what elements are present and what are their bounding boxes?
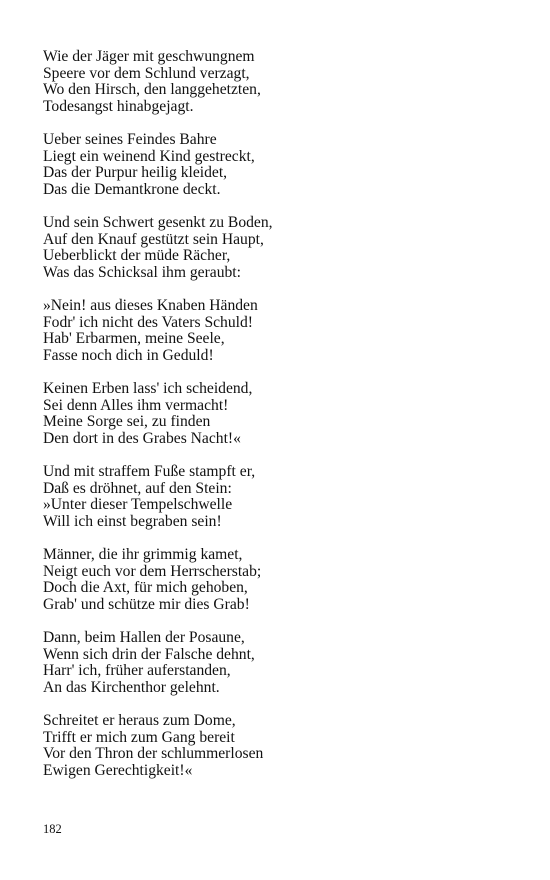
verse-line: Speere vor dem Schlund verzagt, <box>43 64 250 82</box>
verse-line: Das der Purpur heilig kleidet, <box>43 164 228 181</box>
verse-line: Doch die Axt, für mich gehoben, <box>43 579 248 596</box>
verse-line: Schreitet er heraus zum Dome, <box>43 712 236 729</box>
page-number: 182 <box>43 822 62 836</box>
stanza-2 <box>43 132 513 198</box>
verse-line: Fasse noch dich in Geduld! <box>43 346 214 364</box>
verse-line: Sei denn Alles ihm vermacht! <box>43 396 229 414</box>
stanza-6 <box>43 464 513 530</box>
stanza-9 <box>43 713 513 779</box>
verse-line: Will ich einst begraben sein! <box>43 512 222 530</box>
verse-line: Todesangst hinabgejagt. <box>43 97 194 115</box>
verse-line: »Unter dieser Tempelschwelle <box>43 496 233 513</box>
verse-line: An das Kirchenthor gelehnt. <box>43 678 220 696</box>
poem-text <box>43 49 513 796</box>
verse-line: Wie der Jäger mit geschwungnem <box>43 48 255 65</box>
verse-line: Neigt euch vor dem Herrscherstab; <box>43 562 262 580</box>
verse-line: Das die Demantkrone deckt. <box>43 180 221 198</box>
verse-line: Fodr' ich nicht des Vaters Schuld! <box>43 313 253 331</box>
verse-line: Wenn sich drin der Falsche dehnt, <box>43 645 255 663</box>
verse-line: Wo den Hirsch, den langgehetzten, <box>43 81 261 98</box>
stanza-5 <box>43 381 513 447</box>
stanza-7 <box>43 547 513 613</box>
verse-line: Den dort in des Grabes Nacht!« <box>43 429 241 447</box>
verse-line: Liegt ein weinend Kind gestreckt, <box>43 147 255 165</box>
verse-line: Und sein Schwert gesenkt zu Boden, <box>43 214 273 231</box>
stanza-8 <box>43 630 513 696</box>
stanza-1 <box>43 49 513 115</box>
verse-line: Männer, die ihr grimmig kamet, <box>43 546 243 563</box>
stanza-4 <box>43 298 513 364</box>
verse-line: Auf den Knauf gestützt sein Haupt, <box>43 230 264 248</box>
verse-line: »Nein! aus dieses Knaben Händen <box>43 297 258 314</box>
verse-line: Harr' ich, früher auferstanden, <box>43 662 231 679</box>
verse-line: Meine Sorge sei, zu finden <box>43 413 211 430</box>
verse-line: Grab' und schütze mir dies Grab! <box>43 595 250 613</box>
verse-line: Keinen Erben lass' ich scheidend, <box>43 380 253 397</box>
verse-line: Trifft er mich zum Gang bereit <box>43 728 235 746</box>
stanza-3 <box>43 215 513 281</box>
verse-line: Dann, beim Hallen der Posaune, <box>43 629 245 646</box>
verse-line: Daß es dröhnet, auf den Stein: <box>43 479 232 497</box>
verse-line: Hab' Erbarmen, meine Seele, <box>43 330 225 347</box>
verse-line: Ewigen Gerechtigkeit!« <box>43 761 193 779</box>
verse-line: Was das Schicksal ihm geraubt: <box>43 263 241 281</box>
verse-line: Und mit straffem Fuße stampft er, <box>43 463 256 480</box>
verse-line: Ueberblickt der müde Rächer, <box>43 247 231 264</box>
verse-line: Ueber seines Feindes Bahre <box>43 131 217 148</box>
verse-line: Vor den Thron der schlummerlosen <box>43 745 264 762</box>
